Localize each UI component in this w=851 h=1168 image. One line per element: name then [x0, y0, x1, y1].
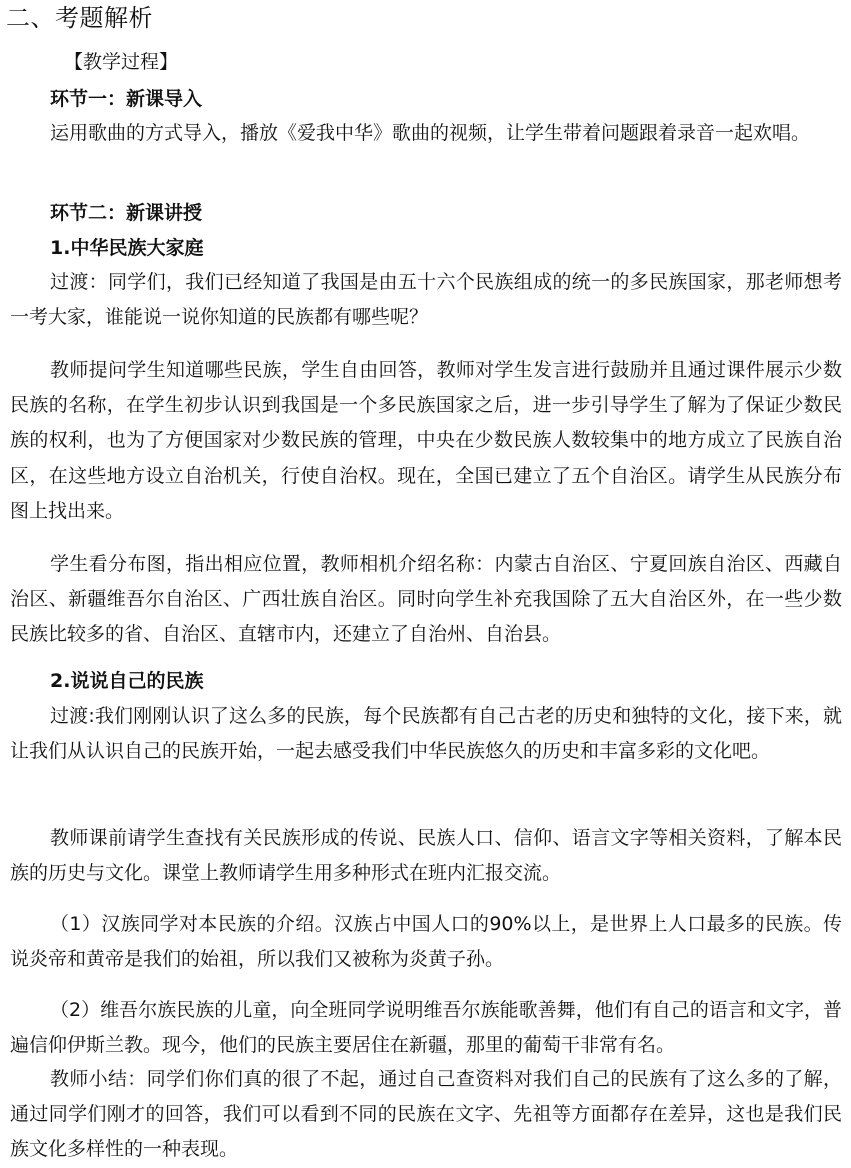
part2-paragraph-summary: 教师小结：同学们你们真的很了不起，通过自己查资料对我们自己的民族有了这么多的了解，通过同学们刚才的回答，我们可以看到不同的民族在文字、先祖等方面都存在差异，这也是我们民族文化多样性的一种表现。	[10, 1068, 842, 1161]
part1-paragraph-map: 学生看分布图，指出相应位置，教师相机介绍名称：内蒙古自治区、宁夏回族自治区、西藏自治区、新疆维吾尔自治区、广西壮族自治区。同时向学生补充我国除了五大自治区外，在一些少数民族比较多的省、自治区、直辖市内，还建立了自治州、自治县。	[10, 553, 842, 646]
teaching-process-label: 【教学过程】	[64, 51, 179, 73]
part2-paragraph-research: 教师课前请学生查找有关民族形成的传说、民族人口、信仰、语言文字等相关资料，了解本民族的历史与文化。课堂上教师请学生用多种形式在班内汇报交流。	[10, 827, 842, 885]
step1-heading: 环节一：新课导入	[50, 88, 203, 110]
part2-paragraph-transition: 过渡:我们刚刚认识了这么多的民族，每个民族都有自己古老的历史和独特的文化，接下来，就让我们从认识自己的民族开始，一起去感受我们中华民族悠久的历史和丰富多彩的文化吧。	[10, 705, 842, 763]
section-title: 二、考题解析	[6, 4, 153, 32]
part2-paragraph-han: （1）汉族同学对本民族的介绍。汉族占中国人口的90%以上，是世界上人口最多的民族。传说炎帝和黄帝是我们的始祖，所以我们又被称为炎黄子孙。	[10, 913, 842, 971]
part1-paragraph-transition: 过渡：同学们，我们已经知道了我国是由五十六个民族组成的统一的多民族国家，那老师想考一考大家，谁能说一说你知道的民族都有哪些呢？	[10, 271, 842, 329]
part2-heading: 2.说说自己的民族	[50, 670, 204, 692]
step2-heading: 环节二：新课讲授	[50, 202, 203, 224]
part1-paragraph-teacher-question: 教师提问学生知道哪些民族，学生自由回答，教师对学生发言进行鼓励并且通过课件展示少数民族的名称，在学生初步认识到我国是一个多民族国家之后，进一步引导学生了解为了保证少数民族的权利，也为了方便国家对少数民族的管理，中央在少数民族人数较集中的地方成立了民族自治区，在这些地方设立自治机关，行使自治权。现在，全国已建立了五个自治区。请学生从民族分布图上找出来。	[10, 359, 842, 522]
part1-heading: 1.中华民族大家庭	[50, 237, 204, 259]
step1-paragraph: 运用歌曲的方式导入，播放《爱我中华》歌曲的视频，让学生带着问题跟着录音一起欢唱。	[50, 122, 811, 144]
part2-paragraph-uyghur: （2）维吾尔族民族的儿童，向全班同学说明维吾尔族能歌善舞，他们有自己的语言和文字，普遍信仰伊斯兰教。现今，他们的民族主要居住在新疆，那里的葡萄干非常有名。	[10, 999, 842, 1057]
